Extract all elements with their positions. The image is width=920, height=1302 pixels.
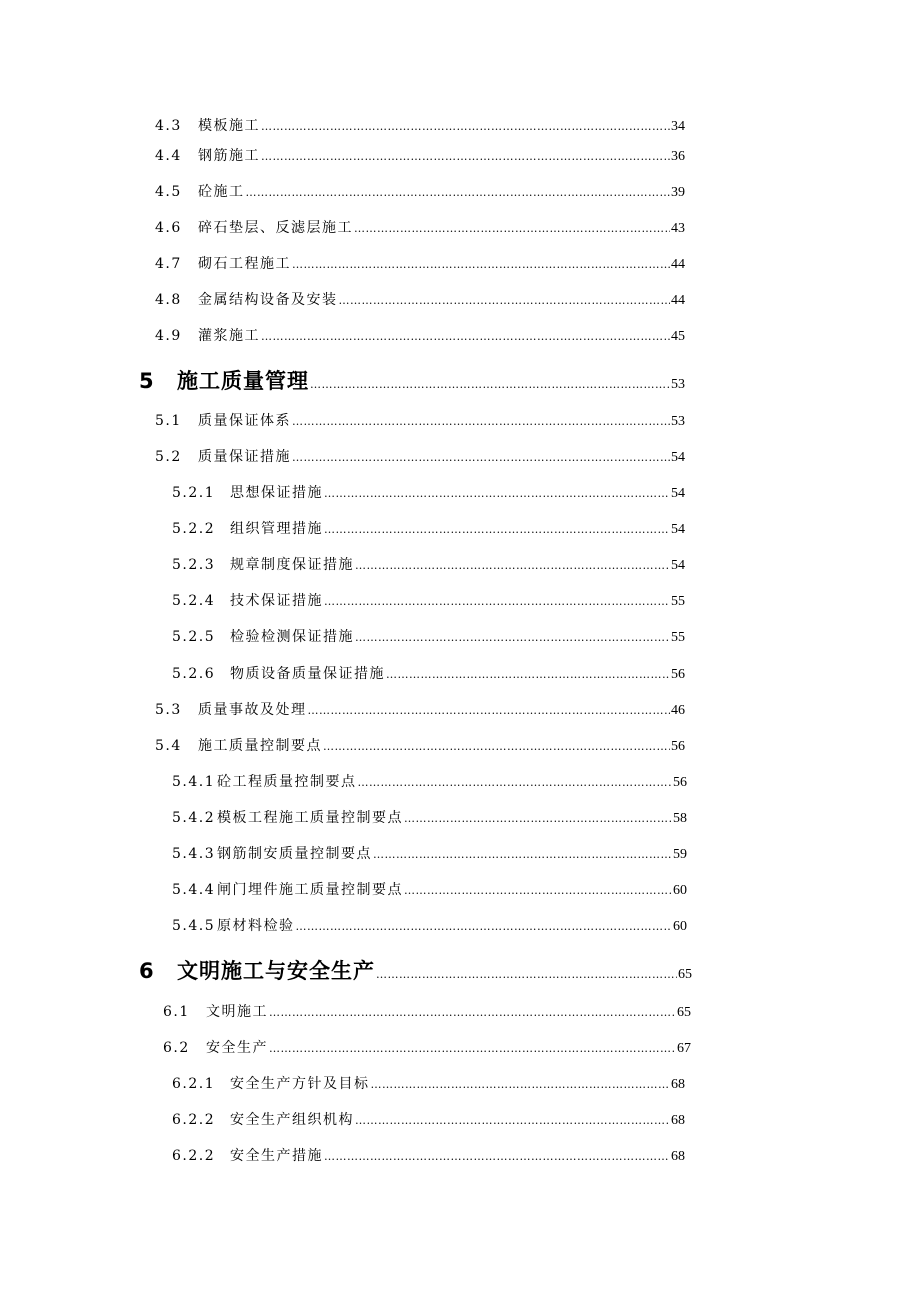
page-number: 67 bbox=[677, 1041, 691, 1056]
page-number: 54 bbox=[671, 558, 685, 573]
section-title: 钢筋制安质量控制要点 bbox=[217, 846, 372, 862]
page-number: 58 bbox=[673, 811, 687, 826]
section-title: 安全生产 bbox=[206, 1040, 268, 1056]
toc-entry bbox=[172, 1109, 685, 1129]
section-title: 金属结构设备及安装 bbox=[198, 292, 338, 308]
dot-leader bbox=[355, 1114, 670, 1127]
section-title: 钢筋施工 bbox=[198, 148, 260, 164]
page-number: 54 bbox=[671, 522, 685, 537]
page-number: 54 bbox=[671, 486, 685, 501]
section-title: 物质设备质量保证措施 bbox=[230, 666, 385, 682]
chapter-number: 6 bbox=[139, 959, 154, 983]
toc-entry bbox=[172, 771, 687, 791]
dot-leader bbox=[292, 451, 670, 464]
page-number: 34 bbox=[671, 119, 685, 134]
page-number: 60 bbox=[673, 919, 687, 934]
section-number: 4.9 bbox=[155, 328, 182, 344]
toc-entry bbox=[155, 325, 685, 345]
page-number: 60 bbox=[673, 883, 687, 898]
dot-leader bbox=[261, 150, 670, 163]
section-number: 5.3 bbox=[155, 702, 182, 718]
section-number: 5.2.1 bbox=[172, 485, 216, 501]
page-number: 56 bbox=[671, 667, 685, 682]
dot-leader bbox=[358, 776, 673, 789]
page-number: 56 bbox=[673, 775, 687, 790]
toc-entry bbox=[155, 115, 685, 135]
section-number: 4.7 bbox=[155, 256, 182, 272]
section-title: 施工质量控制要点 bbox=[198, 738, 322, 754]
toc-entry bbox=[155, 699, 685, 719]
section-title: 安全生产措施 bbox=[230, 1148, 323, 1164]
dot-leader bbox=[339, 294, 671, 307]
toc-entry bbox=[155, 253, 685, 273]
section-title: 技术保证措施 bbox=[230, 593, 323, 609]
dot-leader bbox=[296, 920, 673, 933]
section-number: 5.4.4 bbox=[172, 882, 216, 898]
section-number: 4.8 bbox=[155, 292, 182, 308]
toc-entry bbox=[155, 217, 685, 237]
dot-leader bbox=[324, 487, 670, 500]
section-title: 质量保证措施 bbox=[198, 449, 291, 465]
toc-entry bbox=[172, 518, 685, 538]
chapter-title: 施工质量管理 bbox=[177, 369, 309, 393]
dot-leader bbox=[404, 812, 672, 825]
page-number: 46 bbox=[671, 703, 685, 718]
dot-leader bbox=[354, 222, 670, 235]
toc-entry bbox=[172, 626, 685, 646]
dot-leader bbox=[308, 704, 671, 717]
dot-leader bbox=[310, 378, 670, 391]
section-title: 砌石工程施工 bbox=[198, 256, 291, 272]
page-number: 68 bbox=[671, 1077, 685, 1092]
section-number: 5.4.5 bbox=[172, 918, 216, 934]
page-number: 68 bbox=[671, 1113, 685, 1128]
page-number: 56 bbox=[671, 739, 685, 754]
section-number: 5.1 bbox=[155, 413, 182, 429]
section-title: 模板施工 bbox=[198, 118, 260, 134]
section-number: 5.2.6 bbox=[172, 666, 216, 682]
toc-entry bbox=[172, 590, 685, 610]
section-number: 5.4.1 bbox=[172, 774, 216, 790]
section-number: 6.2 bbox=[163, 1040, 190, 1056]
section-number: 5.2.5 bbox=[172, 629, 216, 645]
dot-leader bbox=[324, 523, 670, 536]
toc-entry bbox=[155, 410, 685, 430]
toc-entry bbox=[172, 843, 687, 863]
toc-entry bbox=[155, 289, 685, 309]
section-title: 文明施工 bbox=[206, 1004, 268, 1020]
section-title: 碎石垫层、反滤层施工 bbox=[198, 220, 353, 236]
toc-entry bbox=[172, 554, 685, 574]
dot-leader bbox=[373, 848, 672, 861]
page-number: 59 bbox=[673, 847, 687, 862]
section-title: 质量保证体系 bbox=[198, 413, 291, 429]
page-number: 55 bbox=[671, 594, 685, 609]
section-number: 6.2.2 bbox=[172, 1148, 216, 1164]
dot-leader bbox=[269, 1042, 676, 1055]
section-title: 组织管理措施 bbox=[230, 521, 323, 537]
toc-chapter-entry bbox=[139, 365, 685, 395]
dot-leader bbox=[246, 186, 671, 199]
dot-leader bbox=[292, 258, 670, 271]
chapter-title: 文明施工与安全生产 bbox=[177, 959, 375, 983]
section-number: 5.4.3 bbox=[172, 846, 216, 862]
toc-entry bbox=[172, 915, 687, 935]
toc-entry bbox=[155, 446, 685, 466]
toc-entry bbox=[172, 663, 685, 683]
toc-entry bbox=[155, 735, 685, 755]
toc-entry bbox=[172, 482, 685, 502]
section-title: 安全生产组织机构 bbox=[230, 1112, 354, 1128]
dot-leader bbox=[371, 1078, 671, 1091]
page-number: 68 bbox=[671, 1149, 685, 1164]
section-number: 5.2.2 bbox=[172, 521, 216, 537]
page-number: 39 bbox=[671, 185, 685, 200]
dot-leader bbox=[404, 884, 672, 897]
section-number: 5.2 bbox=[155, 449, 182, 465]
dot-leader bbox=[324, 595, 670, 608]
section-number: 4.4 bbox=[155, 148, 182, 164]
toc-entry bbox=[155, 145, 685, 165]
section-title: 灌浆施工 bbox=[198, 328, 260, 344]
page-number: 45 bbox=[671, 329, 685, 344]
dot-leader bbox=[269, 1006, 676, 1019]
page-number: 55 bbox=[671, 630, 685, 645]
page-number: 43 bbox=[671, 221, 685, 236]
dot-leader bbox=[261, 330, 670, 343]
dot-leader bbox=[324, 1150, 670, 1163]
section-title: 安全生产方针及目标 bbox=[230, 1076, 370, 1092]
dot-leader bbox=[261, 120, 670, 133]
dot-leader bbox=[323, 740, 670, 753]
section-number: 5.4.2 bbox=[172, 810, 216, 826]
section-number: 4.5 bbox=[155, 184, 182, 200]
page-number: 53 bbox=[671, 377, 685, 392]
toc-entry bbox=[172, 1145, 685, 1165]
section-title: 思想保证措施 bbox=[230, 485, 323, 501]
page-number: 44 bbox=[671, 257, 685, 272]
toc-entry bbox=[172, 879, 687, 899]
section-title: 模板工程施工质量控制要点 bbox=[217, 810, 403, 826]
section-title: 规章制度保证措施 bbox=[230, 557, 354, 573]
toc-entry bbox=[163, 1037, 691, 1057]
section-title: 质量事故及处理 bbox=[198, 702, 307, 718]
page-number: 65 bbox=[677, 1005, 691, 1020]
page-number: 65 bbox=[678, 967, 692, 982]
section-number: 6.2.2 bbox=[172, 1112, 216, 1128]
page-number: 53 bbox=[671, 414, 685, 429]
section-title: 砼工程质量控制要点 bbox=[217, 774, 357, 790]
dot-leader bbox=[292, 415, 670, 428]
toc-entry bbox=[163, 1001, 691, 1021]
page-number: 54 bbox=[671, 450, 685, 465]
section-number: 4.6 bbox=[155, 220, 182, 236]
page-number: 36 bbox=[671, 149, 685, 164]
page-number: 44 bbox=[671, 293, 685, 308]
toc-entry bbox=[172, 1073, 685, 1093]
section-title: 检验检测保证措施 bbox=[230, 629, 354, 645]
chapter-number: 5 bbox=[139, 369, 154, 393]
section-number: 5.2.3 bbox=[172, 557, 216, 573]
section-number: 6.2.1 bbox=[172, 1076, 216, 1092]
dot-leader bbox=[355, 559, 670, 572]
section-title: 原材料检验 bbox=[217, 918, 295, 934]
toc-entry bbox=[155, 181, 685, 201]
section-number: 5.4 bbox=[155, 738, 182, 754]
section-number: 6.1 bbox=[163, 1004, 190, 1020]
dot-leader bbox=[386, 668, 670, 681]
toc-entry bbox=[172, 807, 687, 827]
section-number: 4.3 bbox=[155, 118, 182, 134]
section-title: 砼施工 bbox=[198, 184, 245, 200]
dot-leader bbox=[376, 968, 677, 981]
section-number: 5.2.4 bbox=[172, 593, 216, 609]
toc-chapter-entry bbox=[139, 955, 692, 985]
dot-leader bbox=[355, 631, 670, 644]
section-title: 闸门埋件施工质量控制要点 bbox=[217, 882, 403, 898]
